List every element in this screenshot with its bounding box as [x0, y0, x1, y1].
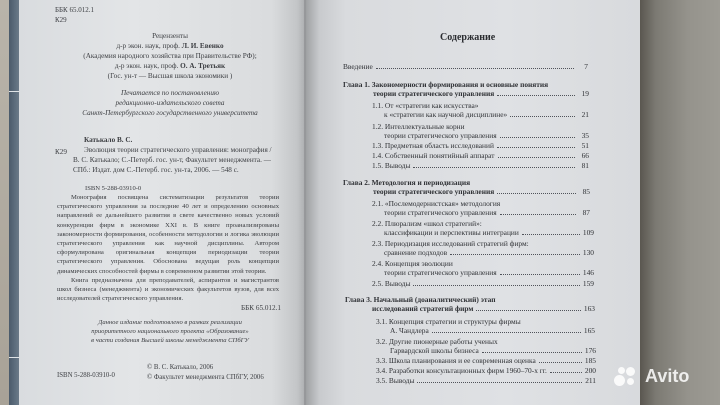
card-author: Катькало В. С.: [84, 136, 133, 144]
table-surface-right: [640, 0, 720, 405]
toc-section: [384, 248, 594, 257]
leader-dots: [413, 167, 575, 168]
catalog-code-top: К29: [55, 16, 67, 24]
toc-chapter-3: [372, 304, 595, 313]
toc-page: 165: [583, 326, 595, 335]
leader-dots: [376, 68, 574, 69]
bbk-code-bottom: ББК 65.012.1: [241, 304, 282, 312]
toc-label: теории стратегического управления: [384, 208, 497, 217]
toc-section-line1: 1.1. От «стратегии как искусства»: [372, 101, 479, 110]
toc-page: 7: [584, 62, 588, 71]
copyright-author: © В. С. Катькало, 2006: [147, 364, 214, 371]
toc-section-line1: 3.1. Концепция стратегии и структуры фирмы: [376, 317, 521, 326]
toc-chapter-1: [373, 89, 589, 98]
reviewers-heading: Рецензенты: [152, 32, 188, 40]
toc-label: теории стратегического управления: [373, 187, 495, 196]
book-cover-edge: [9, 0, 19, 405]
reviewer-2-title: д-р экон. наук, проф.: [114, 62, 179, 70]
toc-page: 85: [582, 187, 590, 196]
toc-section-line1: 2.3. Периодизация исследований стратегий фирм:: [372, 239, 529, 248]
toc-label: 1.5. Выводы: [372, 161, 411, 170]
project-note-line: приоритетного национального проекта «Образование»: [91, 328, 249, 335]
toc-section-line1: 2.4. Концепция эволюции: [372, 259, 453, 268]
toc-section: [384, 131, 589, 140]
card-line: СПб.: Издат. дом С.-Петерб. гос. ун-та, 2006. — 548 с.: [73, 166, 239, 174]
bbk-code-top: ББК 65.012.1: [55, 6, 94, 14]
leader-dots: [476, 310, 581, 311]
toc-page: 21: [581, 110, 589, 119]
leader-dots: [432, 332, 581, 333]
reviewer-1-title: д-р экон. наук, проф.: [116, 42, 180, 50]
toc-label: теории стратегического управления: [384, 131, 497, 140]
toc-label: 3.4. Разработки консультационных фирм 1960–70-х гг.: [376, 366, 547, 375]
reviewer-1-name: Л. И. Евенко: [181, 42, 224, 50]
toc-section: [376, 376, 596, 385]
avito-watermark: [614, 366, 689, 387]
leader-dots: [497, 147, 575, 148]
table-surface-left: [0, 0, 9, 405]
toc-label: 3.5. Выводы: [376, 376, 415, 385]
toc-label: 1.4. Собственный понятийный аппарат: [372, 151, 495, 160]
toc-page: 176: [584, 346, 596, 355]
toc-label: 1.3. Предметная область исследований: [372, 141, 494, 150]
toc-page: 146: [582, 268, 594, 277]
toc-chapter-1-line1: Глава 1. Закономерности формирования и основные понятия: [343, 80, 549, 89]
reviewer-2-name: О. А. Третьяк: [180, 62, 226, 70]
toc-entry-intro: [343, 62, 588, 71]
leader-dots: [510, 116, 575, 117]
toc-page: 51: [581, 141, 589, 150]
abstract: [57, 193, 279, 303]
toc-title: Содержание: [440, 32, 496, 43]
card-line: Эволюция теории стратегического управления: монография /: [84, 146, 272, 154]
leader-dots: [500, 214, 576, 215]
toc-chapter-2: [373, 187, 590, 196]
abstract-paragraph: Монография посвящена систематизации результатов теории стратегического управления за последние 40 лет и определению основных направлений ее дальнейшего развития в свете качественно новых условий конкуренции фирм в экономике XXI в. В книге проанализированы закономерности формирования, особенности методологии и логика эволюции стратегического управления как научной дисциплины. Автором сформулирована оригинальная концепция периодизации теории стратегического управления. Обоснована ведущая роль концепции динамических способностей фирмы в современном развитии этой теории.: [57, 194, 279, 275]
toc-chapter-3-line1: Глава 3. Начальный (доаналитический) этап: [345, 295, 496, 304]
card-line: В. С. Катькало; С.-Петерб. гос. ун-т, Факультет менеджмента. —: [73, 156, 271, 164]
toc-section-line1: 2.1. «Послемодернистская» методология: [372, 199, 501, 208]
copyright-faculty: © Факультет менеджмента СПбГУ, 2006: [147, 374, 264, 381]
toc-section: [390, 326, 595, 335]
leader-dots: [497, 193, 576, 194]
book-gutter: [304, 0, 306, 405]
card-code: К29: [55, 148, 67, 156]
toc-section: [376, 356, 596, 365]
abstract-paragraph: Книга предназначена для преподавателей, аспирантов и магистрантов школ бизнеса (менеджмента) и экономических факультетов вузов, для всех исследователей стратегического управления.: [57, 276, 279, 303]
toc-label: А. Чандлера: [390, 326, 429, 335]
toc-section: [372, 279, 594, 288]
project-note-line: в части создания Высшей школы менеджмента СПбГУ: [91, 337, 249, 344]
avito-dots-icon: [614, 367, 642, 387]
toc-page: 130: [582, 248, 594, 257]
toc-section: [372, 161, 589, 170]
toc-page: 185: [584, 356, 596, 365]
toc-page: 66: [581, 151, 589, 160]
leader-dots: [482, 352, 582, 353]
reviewer-1-org: (Академия народного хозяйства при Правительстве РФ);: [83, 52, 257, 60]
toc-page: 211: [585, 376, 596, 385]
toc-label: к «стратегии как научной дисциплине»: [384, 110, 508, 119]
toc-page: 35: [581, 131, 589, 140]
toc-label: классификации и перспективы интеграции: [384, 228, 519, 237]
leader-dots: [500, 274, 580, 275]
toc-page: 109: [582, 228, 594, 237]
publish-note-line: Санкт-Петербургского государственного университета: [82, 109, 258, 117]
toc-page: 163: [583, 304, 595, 313]
isbn-bottom: ISBN 5-288-03910-0: [57, 372, 115, 379]
toc-page: 200: [584, 366, 596, 375]
project-note-line: Данное издание подготовлено в рамках реализации: [98, 319, 242, 326]
leader-dots: [498, 157, 576, 158]
toc-label: Гарвардской школы бизнеса: [390, 346, 479, 355]
isbn-card: ISBN 5-288-03910-0: [85, 185, 142, 192]
leader-dots: [550, 372, 582, 373]
toc-label: теории стратегического управления: [373, 89, 495, 98]
toc-page: 159: [582, 279, 594, 288]
toc-section: [372, 151, 589, 160]
leader-dots: [450, 254, 580, 255]
leader-dots: [413, 285, 580, 286]
toc-section: [372, 141, 589, 150]
toc-label: сравнение подходов: [384, 248, 448, 257]
leader-dots: [417, 382, 582, 383]
publish-note-line: Печатается по постановлению: [120, 89, 220, 97]
leader-dots: [539, 362, 582, 363]
leader-dots: [500, 137, 575, 138]
leader-dots: [497, 95, 575, 96]
toc-label: Введение: [343, 62, 373, 71]
toc-page: 87: [582, 208, 590, 217]
toc-page: 19: [581, 89, 589, 98]
leader-dots: [522, 234, 580, 235]
toc-section: [384, 208, 590, 217]
avito-wordmark: Avito: [645, 366, 690, 386]
toc-page: 81: [581, 161, 589, 170]
reviewer-1: [50, 42, 290, 51]
toc-chapter-2-line1: Глава 2. Методология и периодизация: [343, 178, 471, 187]
reviewer-2-org: (Гос. ун-т — Высшая школа экономики ): [107, 72, 233, 80]
toc-label: 2.5. Выводы: [372, 279, 411, 288]
toc-section: [390, 346, 596, 355]
toc-section: [384, 268, 594, 277]
toc-section-line1: 3.2. Другие пионерные работы ученых: [376, 337, 498, 346]
toc-label: 3.3. Школа планирования и ее современная оценка: [376, 356, 536, 365]
toc-section-line1: 2.2. Плюрализм «школ стратегий»:: [372, 219, 482, 228]
toc-label: теории стратегического управления: [384, 268, 497, 277]
toc-section-line1: 1.2. Интеллектуальные корни: [372, 122, 465, 131]
publish-note-line: редакционно-издательского совета: [115, 99, 225, 107]
reviewer-2: [50, 62, 290, 71]
toc-section: [376, 366, 596, 375]
toc-section: [384, 110, 589, 119]
toc-label: исследований стратегий фирм: [372, 304, 474, 313]
toc-section: [384, 228, 594, 237]
